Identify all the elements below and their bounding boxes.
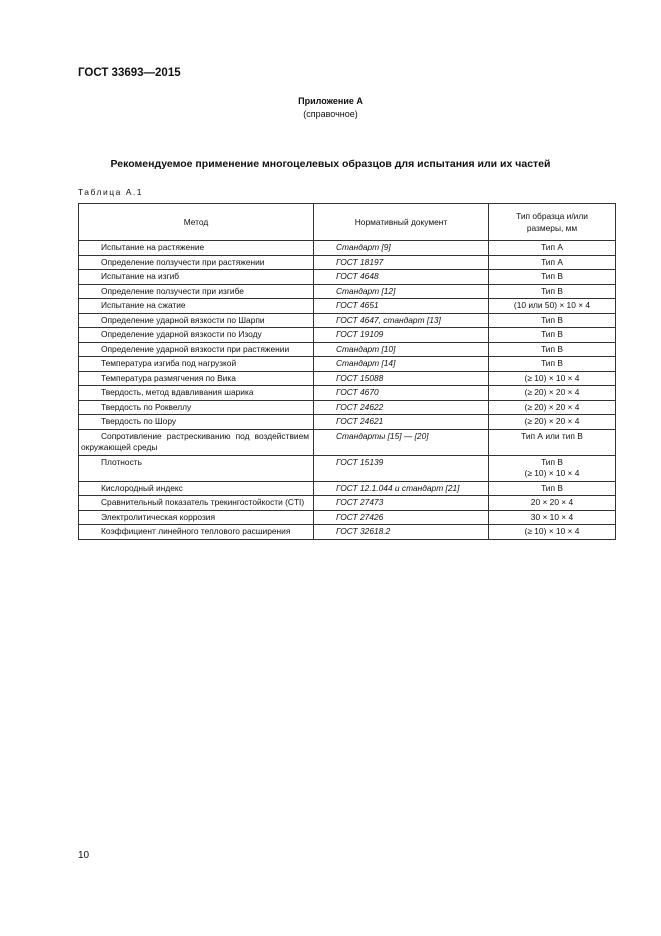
cell-document: ГОСТ 12.1.044 и стандарт [21] (314, 481, 489, 496)
cell-method: Сравнительный показатель трекингостойкости (CTI) (79, 496, 314, 511)
specimen-type-line: Тип В (541, 482, 563, 493)
cell-document: ГОСТ 27473 (314, 496, 489, 511)
specimen-type-line: (≥ 10) × 10 × 4 (524, 526, 580, 536)
specimen-type-line: (≥ 10) × 10 × 4 (524, 372, 580, 383)
cell-specimen-type (489, 241, 616, 256)
cell-specimen-type (489, 386, 616, 401)
specimen-type-line: Тип В (541, 456, 563, 467)
table-row (79, 357, 616, 372)
cell-document: ГОСТ 24622 (314, 400, 489, 415)
cell-method: Твердость по Роквеллу (79, 400, 314, 415)
table-row (79, 241, 616, 256)
appendix-title: Приложение А (298, 96, 363, 106)
cell-document: Стандарт [12] (314, 284, 489, 299)
cell-method: Электролитическая коррозия (79, 510, 314, 525)
cell-specimen-type (489, 342, 616, 357)
cell-method: Сопротивление растрескиванию под воздействием окружающей среды (79, 429, 314, 455)
cell-specimen-type (489, 357, 616, 372)
specimen-type-line: Тип А (541, 256, 563, 267)
cell-document: ГОСТ 32618.2 (314, 525, 489, 540)
cell-specimen-type (489, 415, 616, 430)
cell-specimen-type (489, 313, 616, 328)
cell-specimen-type (489, 496, 616, 511)
appendix-subtitle: (справочное) (303, 109, 358, 119)
table-row (79, 429, 616, 455)
header-specimen-type: Тип образца и/или размеры, мм (489, 204, 616, 241)
cell-document: ГОСТ 4648 (314, 270, 489, 285)
cell-method: Испытание на сжатие (79, 299, 314, 314)
cell-document: ГОСТ 19109 (314, 328, 489, 343)
header-method: Метод (79, 204, 314, 241)
table-row (79, 313, 616, 328)
page-number: 10 (78, 850, 90, 861)
cell-document: ГОСТ 4647, стандарт [13] (314, 313, 489, 328)
specimen-type-line: Тип В (541, 271, 563, 281)
cell-specimen-type (489, 510, 616, 525)
specimen-type-line: (≥ 10) × 10 × 4 (524, 468, 580, 478)
cell-specimen-type (489, 455, 616, 481)
cell-method: Коэффициент линейного теплового расширения (79, 525, 314, 540)
cell-method: Определение ползучести при растяжении (79, 255, 314, 270)
header-document: Нормативный документ (314, 204, 489, 241)
cell-method: Определение ударной вязкости по Шарпи (79, 313, 314, 328)
cell-method: Испытание на изгиб (79, 270, 314, 285)
table-row (79, 255, 616, 270)
cell-document: ГОСТ 27426 (314, 510, 489, 525)
specimen-type-line: Тип В (541, 314, 563, 325)
table-body (79, 241, 616, 540)
specimen-type-line: Тип В (541, 285, 563, 296)
table-row (79, 455, 616, 481)
specimen-type-line: (≥ 20) × 20 × 4 (524, 401, 580, 412)
cell-specimen-type (489, 270, 616, 285)
table-row (79, 525, 616, 540)
specimen-type-line: (≥ 20) × 20 × 4 (524, 387, 580, 397)
cell-document: ГОСТ 15088 (314, 371, 489, 386)
cell-specimen-type (489, 371, 616, 386)
cell-method: Твердость, метод вдавливания шарика (79, 386, 314, 401)
specimen-type-line: 30 × 10 × 4 (530, 511, 574, 522)
table-row (79, 481, 616, 496)
specimen-type-line: (≥ 20) × 20 × 4 (524, 416, 580, 426)
specimen-type-line: Тип В (541, 343, 563, 354)
cell-method: Определение ударной вязкости при растяжении (79, 342, 314, 357)
cell-document: ГОСТ 24621 (314, 415, 489, 430)
cell-document: ГОСТ 15139 (314, 455, 489, 481)
table-row (79, 270, 616, 285)
cell-method: Испытание на растяжение (79, 241, 314, 256)
table-row (79, 386, 616, 401)
cell-specimen-type (489, 400, 616, 415)
document-standard-header: ГОСТ 33693—2015 (78, 67, 181, 79)
specimen-type-line: Тип А (541, 242, 563, 252)
cell-document: ГОСТ 4670 (314, 386, 489, 401)
specimen-type-line: (10 или 50) × 10 × 4 (513, 300, 591, 310)
table-row (79, 415, 616, 430)
table-row (79, 328, 616, 343)
cell-method: Температура размягчения по Вика (79, 371, 314, 386)
cell-method: Определение ударной вязкости по Изоду (79, 328, 314, 343)
cell-specimen-type (489, 429, 616, 455)
cell-method: Определение ползучести при изгибе (79, 284, 314, 299)
table-row (79, 371, 616, 386)
cell-specimen-type (489, 328, 616, 343)
table-row (79, 510, 616, 525)
specimen-type-line: Тип В (541, 329, 563, 339)
table-row (79, 284, 616, 299)
specimen-type-line: Тип В (541, 358, 563, 368)
cell-specimen-type (489, 299, 616, 314)
specimen-type-line: 20 × 20 × 4 (530, 497, 574, 507)
cell-specimen-type (489, 525, 616, 540)
table-row (79, 342, 616, 357)
table-row (79, 299, 616, 314)
table-header-row (79, 204, 616, 241)
specimen-type-line: Тип А или тип В (521, 430, 583, 441)
cell-specimen-type (489, 255, 616, 270)
table-row (79, 496, 616, 511)
cell-document: Стандарт [9] (314, 241, 489, 256)
cell-document: Стандарты [15] — [20] (314, 429, 489, 455)
cell-specimen-type (489, 284, 616, 299)
cell-method: Твердость по Шору (79, 415, 314, 430)
cell-document: ГОСТ 4651 (314, 299, 489, 314)
cell-method: Плотность (79, 455, 314, 481)
cell-document: ГОСТ 18197 (314, 255, 489, 270)
cell-method: Температура изгиба под нагрузкой (79, 357, 314, 372)
section-title: Рекомендуемое применение многоцелевых образцов для испытания или их частей (110, 158, 551, 170)
cell-document: Стандарт [10] (314, 342, 489, 357)
cell-method: Кислородный индекс (79, 481, 314, 496)
table-row (79, 400, 616, 415)
cell-specimen-type (489, 481, 616, 496)
table-label: Таблица А.1 (78, 187, 143, 197)
cell-document: Стандарт [14] (314, 357, 489, 372)
methods-table (78, 203, 616, 540)
